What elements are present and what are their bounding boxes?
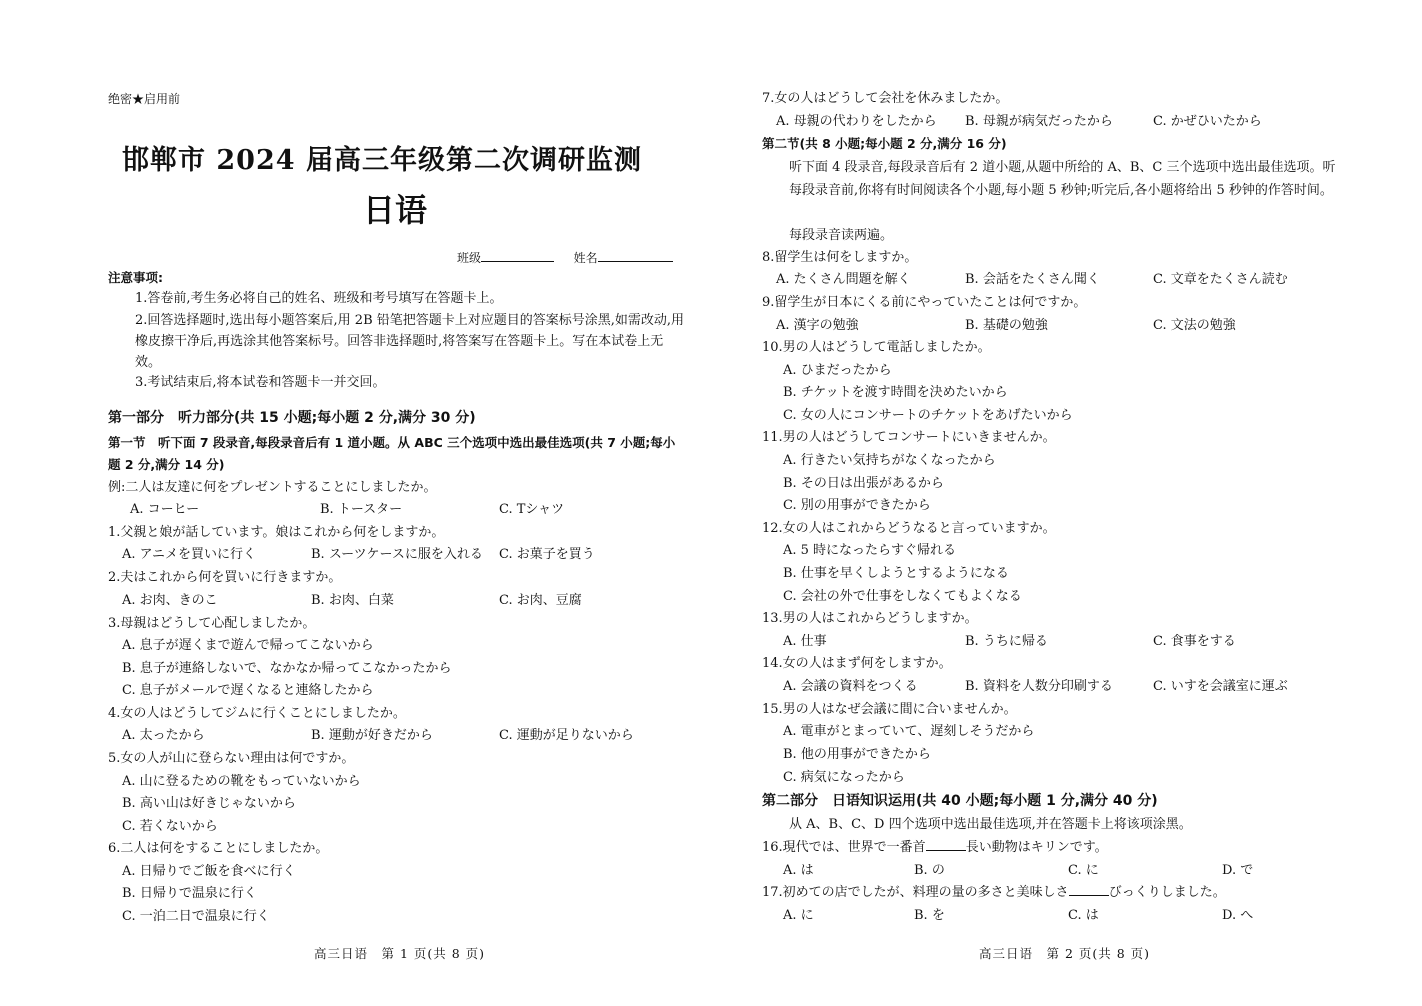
option[interactable]: B. の [914,863,945,878]
page-1 [108,0,685,1006]
option[interactable]: C. は [1068,908,1099,923]
question-10: 10.男の人はどうして電話しましたか。 [762,340,991,355]
option[interactable]: B. 母親が病気だったから [965,114,1113,129]
question-16-text-end: 長い動物はキリンです。 [965,840,1108,855]
option[interactable]: B. お肉、白菜 [311,593,394,608]
option[interactable]: B. 運動が好きだから [311,728,433,743]
question-9: 9.留学生が日本にくる前にやっていたことは何ですか。 [762,295,1087,310]
question-7: 7.女の人はどうして会社を休みましたか。 [762,91,1009,106]
option[interactable]: B. 会話をたくさん聞く [965,272,1100,287]
option[interactable]: A. たくさん問題を解く [776,272,911,287]
section2-heading: 第二节(共 8 小题;每小题 2 分,满分 16 分) [762,136,1007,151]
option[interactable]: A. 漢字の勉強 [776,318,859,333]
question-16 [762,838,1108,858]
page-2 [762,0,1342,1006]
option[interactable]: A. 会議の資料をつくる [783,679,918,694]
part2-description: 从 A、B、C、D 四个选项中选出最佳选项,并在答题卡上将该项涂黑。 [789,817,1192,832]
question-12: 12.女の人はこれからどうなると言っていますか。 [762,521,1056,536]
option[interactable]: C. 運動が足りないから [499,728,634,743]
section2-note: 每段录音读两遍。 [789,228,894,243]
question-13: 13.男の人はこれからどうしますか。 [762,611,978,626]
option[interactable]: C. 女の人にコンサートのチケットをあげたいから [783,408,1073,423]
option[interactable]: C. 一泊二日で温泉に行く [122,909,270,924]
question-3: 3.母親はどうして心配しましたか。 [108,616,316,631]
option[interactable]: C. 食事をする [1153,634,1236,649]
option[interactable]: C. に [1068,863,1099,878]
part2-heading: 第二部分 日语知识运用(共 40 小题;每小题 1 分,满分 40 分) [762,793,1158,809]
option[interactable]: C. 文法の勉強 [1153,318,1236,333]
name-blank[interactable] [598,249,673,262]
option[interactable]: A. 息子が遅くまで遊んで帰ってこないから [122,638,374,653]
notice-item-3: 3.考试结束后,将本试卷和答题卡一并交回。 [135,375,386,390]
class-label: 班级 [457,251,482,265]
option[interactable]: A. 仕事 [783,634,827,649]
option[interactable]: B. うちに帰る [965,634,1048,649]
option[interactable]: A. に [783,908,814,923]
option[interactable]: A. 5 時になったらすぐ帰れる [783,543,957,558]
option[interactable]: C. 息子がメールで遅くなると連絡したから [122,683,374,698]
option[interactable]: B. その日は出張があるから [783,476,944,491]
option[interactable]: A. コーヒー [130,502,200,517]
answer-blank [926,838,966,851]
option[interactable]: C. かぜひいたから [1153,114,1262,129]
option[interactable]: C. いすを会議室に運ぶ [1153,679,1288,694]
option[interactable]: A. は [783,863,814,878]
option[interactable]: D. で [1222,863,1254,878]
part1-heading: 第一部分 听力部分(共 15 小题;每小题 2 分,满分 30 分) [108,410,476,426]
example-question: 例:二人は友達に何をプレゼントすることにしましたか。 [108,480,437,495]
option[interactable]: B. を [914,908,945,923]
option[interactable]: B. スーツケースに服を入れる [311,547,483,562]
question-17 [762,883,1226,903]
question-11: 11.男の人はどうしてコンサートにいきませんか。 [762,430,1056,445]
option[interactable]: A. お肉、きのこ [122,593,218,608]
option[interactable]: B. 日帰りで温泉に行く [122,886,257,901]
option[interactable]: A. 行きたい気持ちがなくなったから [783,453,996,468]
option[interactable]: B. 高い山は好きじゃないから [122,796,296,811]
option[interactable]: B. 基礎の勉強 [965,318,1048,333]
option[interactable]: A. 日帰りでご飯を食べに行く [122,864,296,879]
question-5: 5.女の人が山に登らない理由は何ですか。 [108,751,355,766]
question-14: 14.女の人はまず何をしますか。 [762,656,952,671]
option[interactable]: A. 山に登るための靴をもっていないから [122,774,361,789]
option[interactable]: C. 別の用事ができたから [783,498,931,513]
option[interactable]: B. 他の用事ができたから [783,747,931,762]
option[interactable]: A. 太ったから [122,728,205,743]
option[interactable]: B. 息子が連絡しないで、なかなか帰ってこなかったから [122,661,452,676]
option[interactable]: B. 仕事を早くしようとするようになる [783,566,1009,581]
question-15: 15.男の人はなぜ会議に間に合いませんか。 [762,702,1017,717]
answer-blank [1069,883,1109,896]
option[interactable]: C. 会社の外で仕事をしなくてもよくなる [783,589,1022,604]
name-label: 姓名 [573,251,598,265]
question-17-text: 17.初めての店でしたが、料理の量の多さと美味しさ [762,885,1069,900]
question-6: 6.二人は何をすることにしましたか。 [108,841,329,856]
class-field[interactable] [457,248,673,268]
question-17-text-end: びっくりしました。 [1108,885,1226,900]
question-4: 4.女の人はどうしてジムに行くことにしましたか。 [108,706,406,721]
exam-title: 邯郸市 2024 届高三年级第二次调研监测 [122,145,642,176]
option[interactable]: B. トースター [320,502,403,517]
confidential-mark: 绝密★启用前 [108,92,181,106]
option[interactable]: A. 電車がとまっていて、遅刻しそうだから [783,724,1035,739]
option[interactable]: B. 資料を人数分印刷する [965,679,1113,694]
option[interactable]: A. ひまだったから [783,363,892,378]
option[interactable]: C. Tシャツ [499,502,565,517]
option[interactable]: C. お肉、豆腐 [499,593,582,608]
notice-heading: 注意事项: [108,270,163,285]
question-1: 1.父親と娘が話しています。娘はこれから何をしますか。 [108,525,445,540]
question-8: 8.留学生は何をしますか。 [762,250,918,265]
page-footer: 高三日语 第 2 页(共 8 页) [979,946,1151,961]
notice-item-2: 2.回答选择题时,选出每小题答案后,用 2B 铅笔把答题卡上对应题目的答案标号涂黑,如需改动,用橡皮擦干净后,再选涂其他答案标号。回答非选择题时,将答案写在答题卡上。写在本试卷上无效。 [135,313,685,370]
option[interactable]: C. お菓子を買う [499,547,595,562]
section1-heading: 第一节 听下面 7 段录音,每段录音后有 1 道小题。从 ABC 三个选项中选出最佳选项(共 7 小题;每小题 2 分,满分 14 分) [108,435,676,472]
option[interactable]: C. 若くないから [122,819,218,834]
option[interactable]: A. アニメを買いに行く [122,547,257,562]
option[interactable]: A. 母親の代わりをしたから [776,114,937,129]
question-2: 2.夫はこれから何を買いに行きますか。 [108,570,342,585]
exam-subject: 日语 [363,191,428,229]
question-16-text: 16.現代では、世界で一番首 [762,840,926,855]
section2-description: 听下面 4 段录音,每段录音后有 2 道小题,从题中所给的 A、B、C 三个选项中选出最佳选项。听每段录音前,你将有时间阅读各个小题,每小题 5 秒钟;听完后,各小题将给出 5 秒钟的作答时间。 [789,160,1336,198]
option[interactable]: C. 病気になったから [783,770,905,785]
option[interactable]: C. 文章をたくさん読む [1153,272,1288,287]
option[interactable]: D. へ [1222,908,1254,923]
page-footer: 高三日语 第 1 页(共 8 页) [314,946,486,961]
option[interactable]: B. チケットを渡す時間を決めたいから [783,385,1008,400]
class-blank[interactable] [481,249,554,262]
notice-item-1: 1.答卷前,考生务必将自己的姓名、班级和考号填写在答题卡上。 [135,291,503,306]
